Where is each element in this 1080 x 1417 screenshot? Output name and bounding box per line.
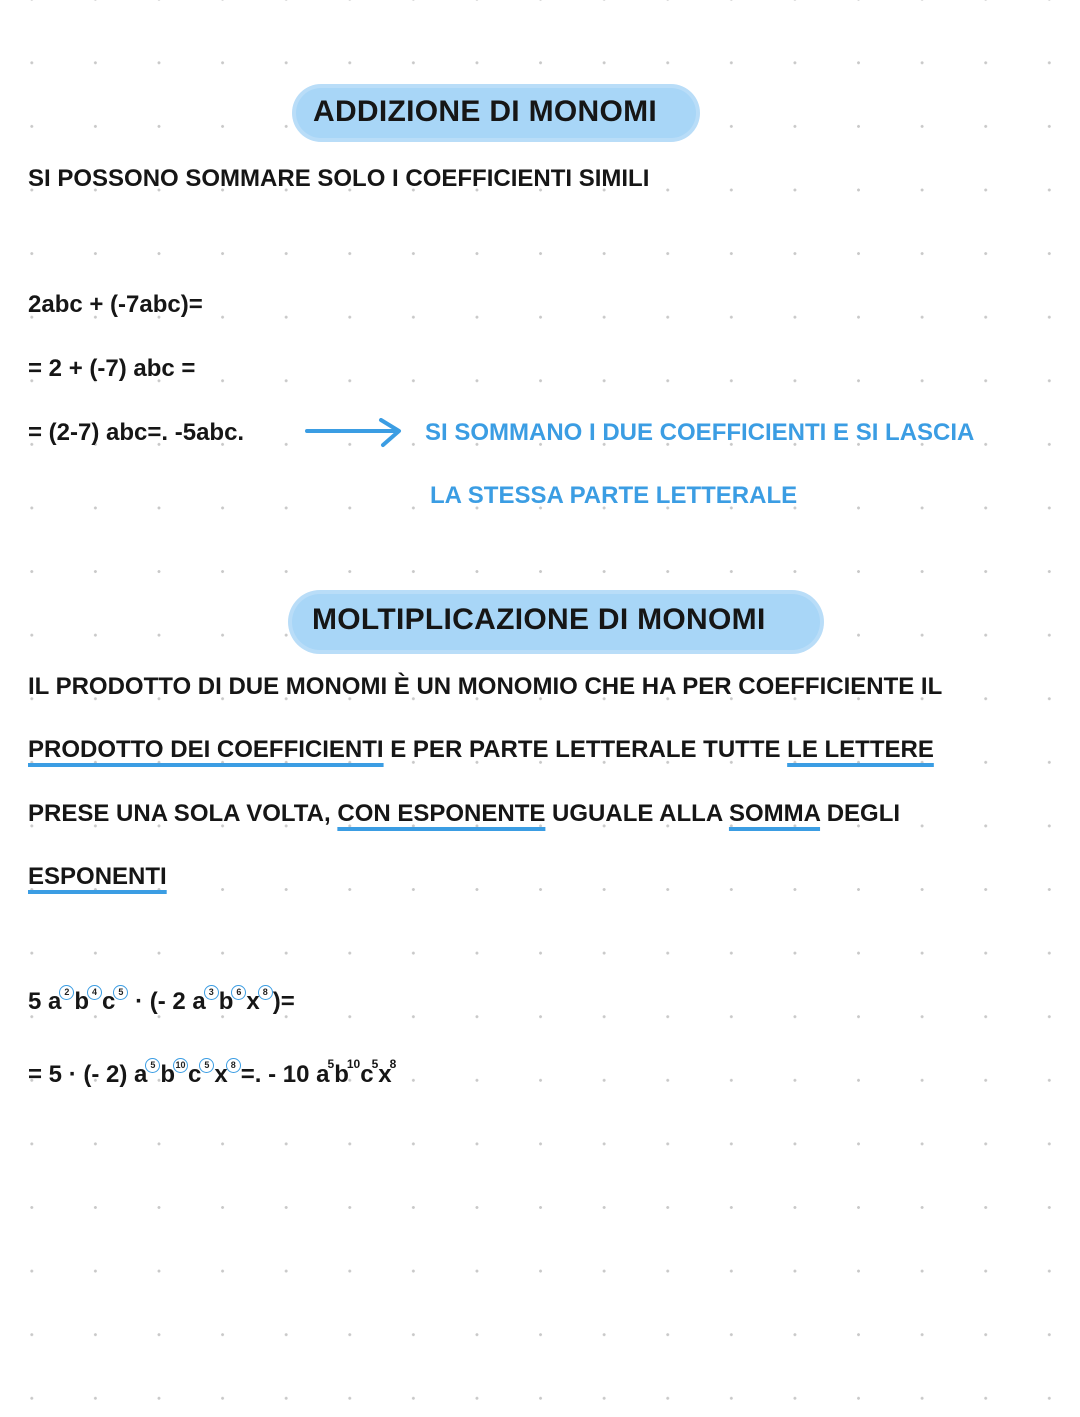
term: x: [246, 988, 260, 1015]
exponent: 10: [346, 1057, 361, 1071]
arrow-right-icon: [305, 418, 405, 448]
exponent: 5: [145, 1058, 160, 1073]
exponent: 5: [199, 1058, 214, 1073]
term: )=: [272, 988, 295, 1015]
exponent: 8: [389, 1057, 397, 1071]
term: = 5 · (- 2) a: [28, 1061, 148, 1088]
section-title-addizione: ADDIZIONE DI MONOMI: [313, 95, 658, 128]
underlined-phrase: CON ESPONENTE: [337, 800, 546, 827]
exponent: 5: [371, 1057, 379, 1071]
equation-line-1: 2abc + (-7abc)=: [28, 291, 203, 318]
term: b: [334, 1061, 349, 1088]
term: x: [214, 1061, 228, 1088]
exponent: 5: [113, 985, 128, 1000]
equation-line-3: = (2-7) abc=. -5abc.: [28, 419, 245, 446]
formula-line-1: [28, 985, 295, 1017]
underlined-phrase: SOMMA: [728, 800, 821, 827]
term: b: [74, 988, 90, 1015]
exponent: 6: [231, 985, 246, 1000]
underlined-phrase: LE LETTERE: [787, 736, 934, 763]
definition-line-2: [28, 735, 934, 765]
term: 5 a: [28, 988, 62, 1015]
term: c: [360, 1061, 374, 1088]
section-title-moltiplicazione: MOLTIPLICAZIONE DI MONOMI: [312, 603, 766, 636]
term: x: [378, 1061, 392, 1088]
text: E PER PARTE LETTERALE TUTTE: [383, 736, 788, 763]
exponent: 10: [173, 1058, 188, 1073]
term: c: [102, 988, 116, 1015]
exponent: 2: [59, 985, 74, 1000]
term: c: [188, 1061, 202, 1088]
term: b: [218, 988, 234, 1015]
underlined-phrase: PRODOTTO DEI COEFFICIENTI: [28, 736, 384, 763]
exponent: 8: [258, 985, 273, 1000]
definition-line-1: IL PRODOTTO DI DUE MONOMI È UN MONOMIO CHE HA PER COEFFICIENTE IL: [28, 673, 943, 700]
underlined-phrase: ESPONENTI: [28, 863, 167, 890]
text: PRESE UNA SOLA VOLTA,: [28, 800, 338, 827]
text: UGUALE ALLA: [545, 800, 729, 827]
definition-line-4: [28, 862, 167, 892]
term: =. - 10 a: [240, 1061, 330, 1088]
exponent: 4: [87, 985, 102, 1000]
exponent: 3: [204, 985, 219, 1000]
note-line-2: LA STESSA PARTE LETTERALE: [430, 482, 798, 509]
exponent: 8: [226, 1058, 241, 1073]
formula-line-2: [28, 1049, 396, 1090]
exponent: 5: [327, 1057, 335, 1071]
definition-line-3: [28, 799, 900, 829]
note-line-1: SI SOMMANO I DUE COEFFICIENTI E SI LASCIA: [425, 419, 975, 446]
equation-line-2: = 2 + (-7) abc =: [28, 355, 196, 382]
text: DEGLI: [820, 800, 901, 827]
term: · (- 2 a: [128, 988, 206, 1015]
term: b: [160, 1061, 176, 1088]
rule-text: SI POSSONO SOMMARE SOLO I COEFFICIENTI SIMILI: [28, 165, 650, 192]
